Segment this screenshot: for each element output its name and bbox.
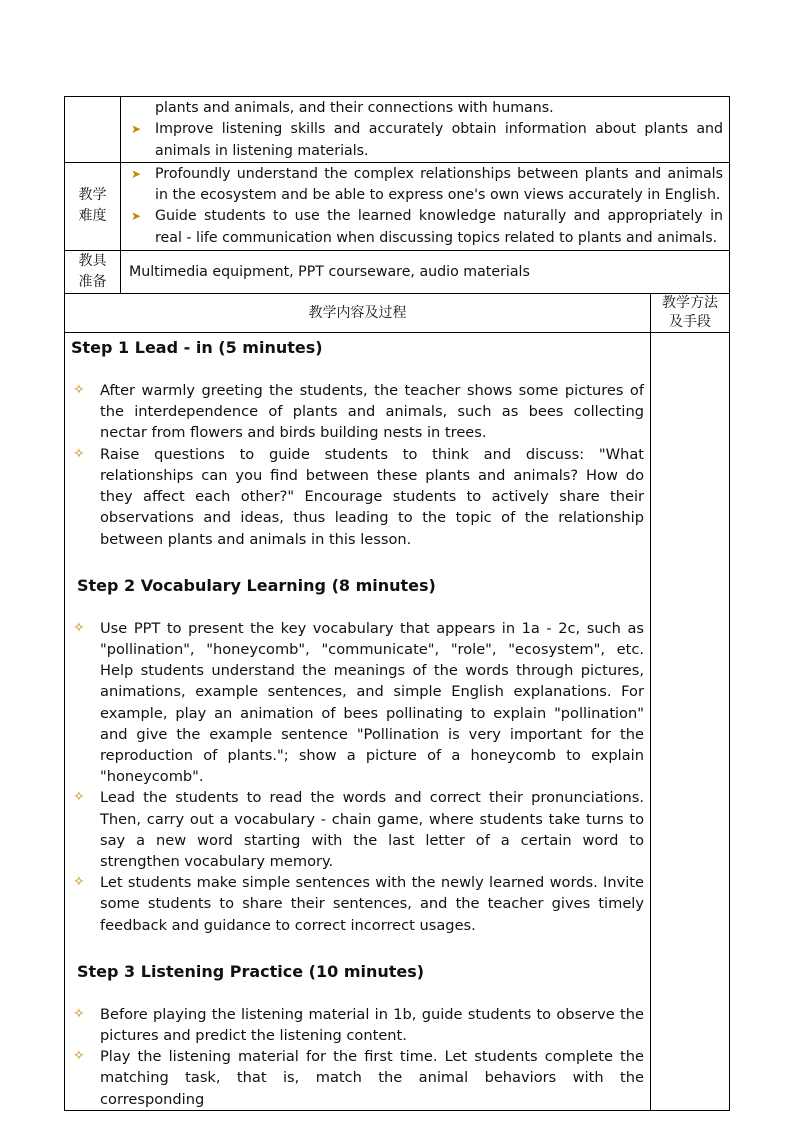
step-3-title: Step 3 Listening Practice (10 minutes): [77, 961, 425, 981]
equipment-value: Multimedia equipment, PPT courseware, audio materials: [121, 251, 730, 294]
four-point-star-icon: ✧: [73, 1048, 85, 1065]
four-point-star-icon: ✧: [73, 874, 85, 891]
difficulty-item: ➤ Profoundly understand the complex relationships between plants and animals in the ecosystem and be able to express one's own views accurately in English.: [131, 165, 724, 204]
equipment-label: 教具 准备: [65, 251, 121, 294]
lesson-plan-page: [64, 96, 729, 1111]
step-1-title: Step 1 Lead - in (5 minutes): [71, 338, 323, 358]
content-header-row: [65, 294, 730, 333]
four-point-star-icon: ✧: [73, 382, 85, 399]
content-cell: [65, 333, 651, 1111]
content-row: [65, 333, 730, 1111]
arrow-right-icon: ➤: [131, 209, 142, 224]
arrow-right-icon: ➤: [131, 166, 142, 181]
objective-item: ➤ Improve listening skills and accurately obtain information about plants and animals in listening materials.: [131, 121, 724, 159]
difficulty-cell: [121, 162, 730, 250]
four-point-star-icon: ✧: [73, 445, 85, 462]
arrow-right-icon: ➤: [131, 122, 142, 137]
equipment-row: [65, 251, 730, 294]
objectives-label-cell: [65, 97, 121, 163]
four-point-star-icon: ✧: [73, 1005, 85, 1022]
content-header: 教学内容及过程: [65, 294, 651, 333]
objectives-row: [65, 97, 730, 163]
method-header: 教学方法 及手段: [651, 294, 730, 333]
step-2-item: ✧ Lead the students to read the words and correct their pronunciations. Then, carry out a vocabulary - chain game, where students take turns to say a new word starting with the last letter of a certain word to strengthen vocabulary memory.: [73, 789, 644, 870]
objectives-cell: [121, 97, 730, 163]
lesson-plan-table: [64, 96, 730, 1111]
step-2-item: ✧ Use PPT to present the key vocabulary that appears in 1a - 2c, such as "pollination", "honeycomb", "communicate", "role", "ecosystem", etc. Help students understand the meanings of the words through pictures, animations, example sentences, and simple English explanations. For example, play an animation of bees pollinating to explain "pollination" and give the example sentence "Pollination is very important for the reproduction of plants."; show a picture of a honeycomb to explain "honeycomb".: [73, 619, 644, 786]
difficulty-row: [65, 162, 730, 250]
step-2-item: ✧ Let students make simple sentences with the newly learned words. Invite some students to share their sentences, and the teacher gives timely feedback and guidance to correct incorrect usages.: [73, 874, 644, 934]
four-point-star-icon: ✧: [73, 789, 85, 806]
step-1-item: ✧ Raise questions to guide students to think and discuss: "What relationships can you find between these plants and animals? How do they affect each other?" Encourage students to actively share their observations and ideas, thus leading to the topic of the relationship between plants and animals in this lesson.: [73, 445, 644, 548]
step-1-item: ✧ After warmly greeting the students, the teacher shows some pictures of the interdependence of plants and animals, such as bees collecting nectar from flowers and birds building nests in trees.: [73, 382, 644, 442]
difficulty-label: 教学 难度: [65, 162, 121, 250]
objectives-line: plants and animals, and their connections with humans.: [155, 100, 554, 116]
step-3-item: ✧ Play the listening material for the first time. Let students complete the matching task, that is, match the animal behaviors with the corresponding: [73, 1048, 644, 1108]
difficulty-item: ➤ Guide students to use the learned knowledge naturally and appropriately in real - life communication when discussing topics related to plants and animals.: [131, 208, 724, 246]
step-2-title: Step 2 Vocabulary Learning (8 minutes): [77, 575, 436, 595]
step-3-item: ✧ Before playing the listening material in 1b, guide students to observe the pictures and predict the listening content.: [73, 1005, 644, 1044]
four-point-star-icon: ✧: [73, 619, 85, 636]
method-cell: [651, 333, 730, 1111]
